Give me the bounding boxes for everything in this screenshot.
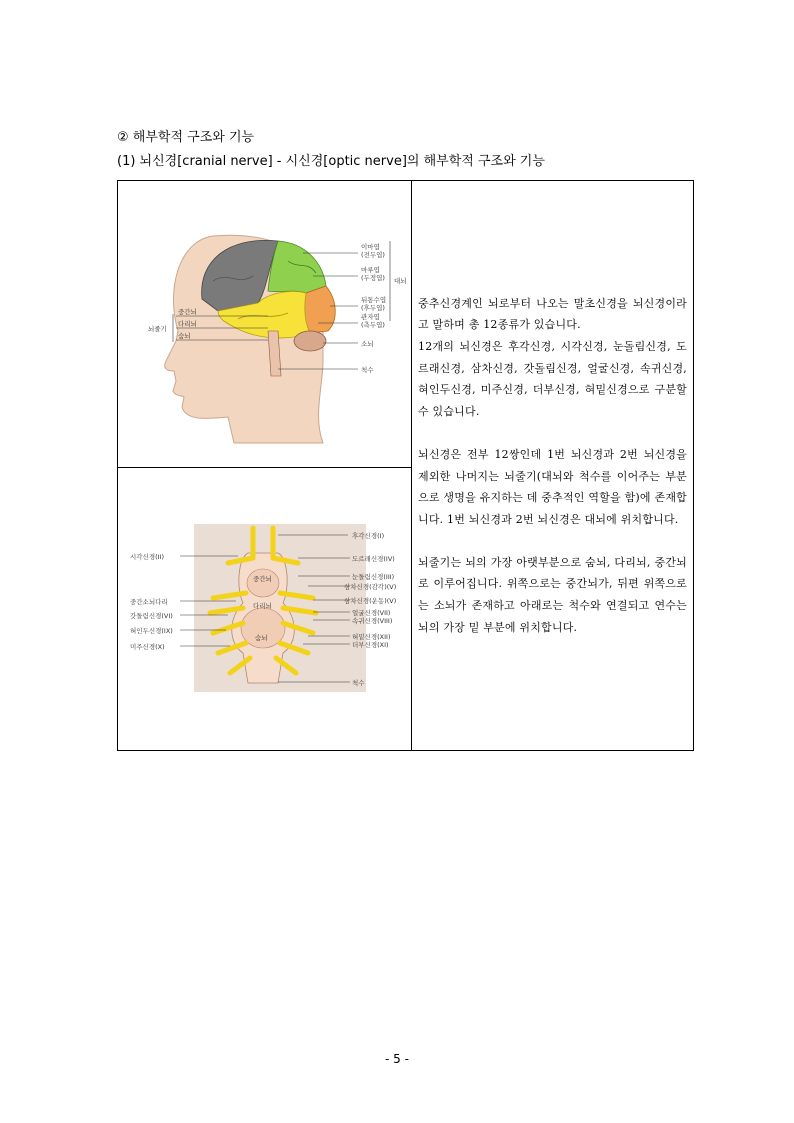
subsection-heading: (1) 뇌신경[cranial nerve] - 시신경[optic nerve]의 해부학적 구조와 기능 [117, 154, 545, 169]
page-number: - 5 - [385, 1052, 409, 1066]
content-table [117, 180, 694, 751]
paragraph-brainstem-location: 뇌신경은 전부 12쌍인데 1번 뇌신경과 2번 뇌신경을 제외한 나머지는 뇌줄기(대뇌와 척수를 이어주는 부분으로 생명을 유지하는 데 중추적인 역할을 함)에 존재합니다. 1번 뇌신경과 2번 뇌신경은 대뇌에 위치합니다. [418, 447, 687, 526]
brainstem-part-label: 중간뇌 [178, 308, 197, 316]
cerebellum-label: 소뇌 [361, 340, 374, 348]
nerve-label: 미주신경(X) [130, 643, 165, 651]
brainstem-part-label: 숨뇌 [178, 332, 191, 340]
paragraph-nerve-list: 12개의 뇌신경은 후각신경, 시각신경, 눈돌림신경, 도르래신경, 삼차신경, 갓돌림신경, 얼굴신경, 속귀신경, 혀인두신경, 미주신경, 더부신경, 혀밑신경으로 구분할 수 있습니다. [418, 339, 687, 419]
description-cell [412, 181, 694, 751]
brain-figure-cell [118, 181, 412, 468]
spinal-cord-label: 척수 [361, 366, 374, 374]
section-heading: ② 해부학적 구조와 기능 [117, 130, 255, 145]
nerve-label: 삼차신경(감각)(V) [344, 583, 397, 591]
nerve-label: 더부신경(XI) [352, 641, 389, 649]
nerve-figure-cell [118, 468, 412, 751]
center-label: 숨뇌 [255, 634, 268, 642]
lobe-label: 마루엽 [361, 266, 380, 274]
cerebrum-label: 대뇌 [394, 277, 407, 285]
lobe-label: (전두엽) [361, 251, 385, 259]
center-label: 다리뇌 [253, 602, 272, 610]
nerve-label: 갓돌림신경(VI) [130, 612, 173, 620]
nerve-label: 혀밑신경(XII) [352, 633, 391, 641]
brainstem-label: 뇌줄기 [148, 325, 167, 333]
paragraph-intro: 중추신경계인 뇌로부터 나오는 말초신경을 뇌신경이라고 말하며 총 12종류가 있습니다. [418, 296, 687, 332]
nerve-label: 도르래신경(IV) [352, 555, 395, 563]
lobe-label: (측두엽) [361, 321, 385, 329]
paragraph-brainstem-structure: 뇌줄기는 뇌의 가장 아랫부분으로 숨뇌, 다리뇌, 중간뇌로 이루어집니다. 위쪽으로는 중간뇌가, 뒤편 위쪽으로는 소뇌가 존재하고 아래로는 척수와 연결되고 연수는 뇌의 가장 밑 부분에 위치합니다. [418, 555, 687, 634]
nerve-label: 혀인두신경(IX) [130, 627, 173, 635]
lobe-label: 뒤통수엽 [361, 296, 387, 304]
lobe-label: 관자엽 [361, 313, 380, 321]
lobe-label: (후두엽) [361, 304, 385, 312]
nerve-label: 삼차신경(운동)(V) [344, 597, 397, 605]
center-label: 중간뇌 [253, 575, 272, 583]
cranial-nerve-diagram [118, 468, 410, 746]
nerve-label: 척수 [352, 679, 365, 687]
brain-diagram [118, 181, 410, 463]
brainstem-part-label: 다리뇌 [178, 320, 197, 328]
nerve-label: 얼굴신경(VII) [352, 609, 391, 617]
lobe-label: (두정엽) [361, 274, 385, 282]
nerve-label: 중간소뇌다리 [130, 598, 168, 606]
nerve-label: 후각신경(I) [352, 532, 385, 540]
nerve-label: 눈돌림신경(III) [352, 573, 395, 581]
nerve-label: 시각신경(II) [130, 553, 165, 561]
nerve-label: 속귀신경(VIII) [352, 617, 393, 625]
lobe-label: 이마엽 [361, 243, 380, 251]
